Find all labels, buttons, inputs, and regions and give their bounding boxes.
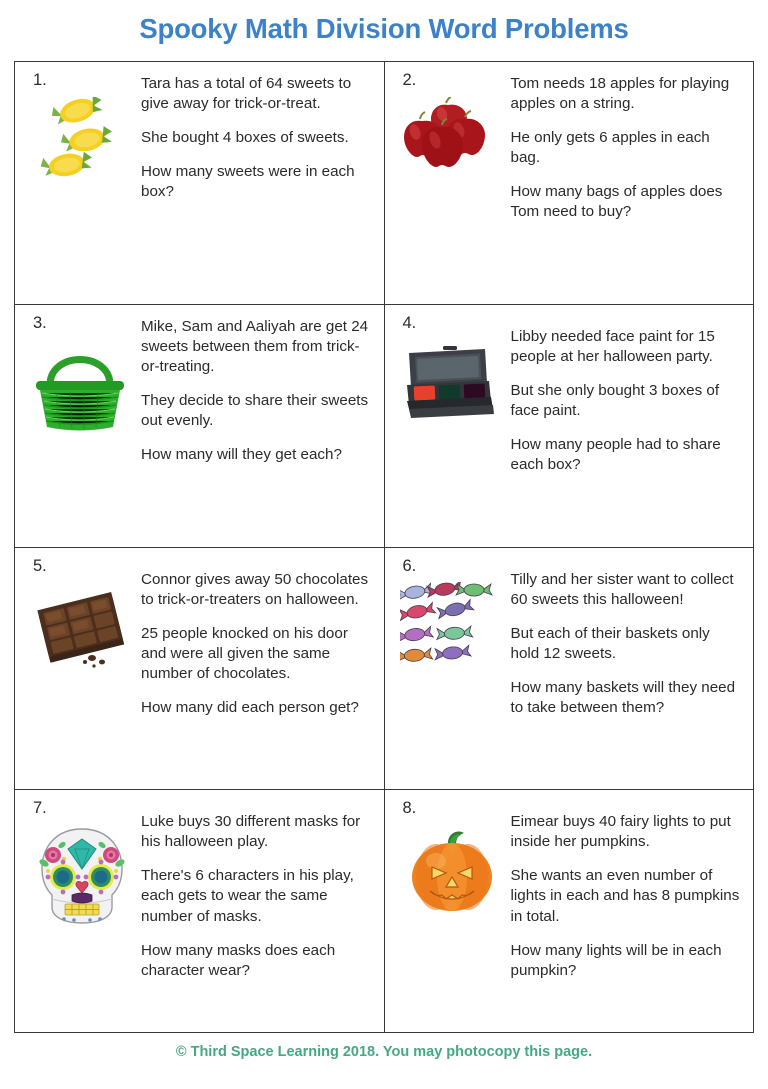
problem-7-illustration-column — [23, 800, 141, 1024]
page-title: Spooky Math Division Word Problems — [139, 13, 629, 44]
problem-8-line-1: Eimear buys 40 fairy lights to put inside her pumpkins. — [510, 813, 731, 851]
table-row — [15, 547, 754, 790]
problem-6-line-2: But each of their baskets only hold 12 sweets. — [510, 624, 710, 662]
problem-cell-5 — [15, 547, 385, 790]
apples-icon — [393, 93, 511, 296]
problem-4-line-1: Libby needed face paint for 15 people at her halloween party. — [510, 327, 715, 365]
problem-1-line-3: How many sweets were in each box? — [141, 163, 355, 201]
problem-cell-2 — [384, 62, 754, 305]
wrapped-candies-icon — [393, 578, 511, 781]
problem-cell-1 — [15, 62, 385, 305]
table-row — [15, 62, 754, 305]
problem-5-line-1: Connor gives away 50 chocolates to trick-or-treaters on halloween. — [141, 570, 369, 608]
problem-1-text — [141, 72, 374, 296]
problem-4-illustration-column — [393, 315, 511, 539]
problem-4-number: 4. — [402, 313, 417, 332]
problem-7-number: 7. — [33, 799, 47, 818]
table-row — [15, 304, 754, 547]
problem-cell-8 — [384, 790, 754, 1033]
problem-6-illustration-column — [393, 558, 511, 782]
problem-1-number: 1. — [33, 71, 47, 89]
problem-8-line-3: How many lights will be in each pumpkin? — [510, 941, 722, 979]
problem-3-text — [141, 315, 374, 539]
jack-o-lantern-icon — [393, 821, 511, 1024]
problem-3-line-1: Mike, Sam and Aaliyah are get 24 sweets between them from trick-or-treating. — [141, 317, 369, 375]
problem-8-text — [511, 800, 744, 1024]
problem-6-line-1: Tilly and her sister want to collect 60 sweets this halloween! — [510, 570, 734, 608]
problem-6-line-3: How many baskets will they need to take between them? — [510, 678, 736, 716]
problem-5-text — [141, 558, 374, 782]
problem-6-number: 6. — [402, 556, 417, 575]
problem-4-line-2: But she only bought 3 boxes of face paint. — [510, 381, 720, 419]
problem-cell-7 — [15, 790, 385, 1033]
problem-1-line-1: Tara has a total of 64 sweets to give away for trick-or-treat. — [141, 75, 352, 113]
problem-3-illustration-column — [23, 315, 141, 539]
problem-cell-4 — [384, 304, 754, 547]
problem-2-number: 2. — [402, 71, 417, 89]
copyright-footer: © Third Space Learning 2018. You may photocopy this page. — [175, 1044, 593, 1060]
problem-2-text — [511, 72, 744, 296]
problem-7-line-1: Luke buys 30 different masks for his halloween play. — [141, 813, 361, 851]
basket-icon — [23, 335, 141, 538]
chocolate-bar-icon — [23, 578, 141, 781]
problem-2-line-2: He only gets 6 apples in each bag. — [510, 129, 710, 167]
problem-5-line-3: How many did each person get? — [141, 698, 359, 716]
problem-5-line-2: 25 people knocked on his door and were all given the same number of chocolates. — [141, 624, 348, 682]
problem-1-illustration-column — [23, 72, 141, 296]
problems-grid — [14, 61, 754, 1033]
problem-8-number: 8. — [402, 799, 417, 818]
problem-3-line-2: They decide to share their sweets out evenly. — [141, 391, 369, 429]
problem-5-illustration-column — [23, 558, 141, 782]
table-row — [15, 790, 754, 1033]
problem-4-line-3: How many people had to share each box? — [510, 436, 721, 474]
problem-2-illustration-column — [393, 72, 511, 296]
problem-2-line-1: Tom needs 18 apples for playing apples on a string. — [510, 75, 730, 113]
problem-6-text — [511, 558, 744, 782]
problem-2-line-3: How many bags of apples does Tom need to buy? — [510, 183, 723, 221]
face-paint-palette-icon — [393, 335, 511, 538]
problem-3-number: 3. — [33, 313, 47, 332]
sugar-skull-mask-icon — [23, 821, 141, 1024]
problem-cell-6 — [384, 547, 754, 790]
problem-5-number: 5. — [33, 556, 47, 575]
problem-8-illustration-column — [393, 800, 511, 1024]
problem-7-text — [141, 800, 374, 1024]
problem-7-line-2: There's 6 characters in his play, each gets to wear the same number of masks. — [141, 867, 354, 925]
problem-7-line-3: How many masks does each character wear? — [141, 941, 336, 979]
problem-3-line-3: How many will they get each? — [141, 446, 342, 464]
problem-cell-3 — [15, 304, 385, 547]
problem-8-line-2: She wants an even number of lights in each and has 8 pumpkins in total. — [510, 867, 740, 925]
problem-4-text — [511, 315, 744, 539]
problem-1-line-2: She bought 4 boxes of sweets. — [141, 129, 349, 147]
sweets-icon — [23, 93, 141, 296]
